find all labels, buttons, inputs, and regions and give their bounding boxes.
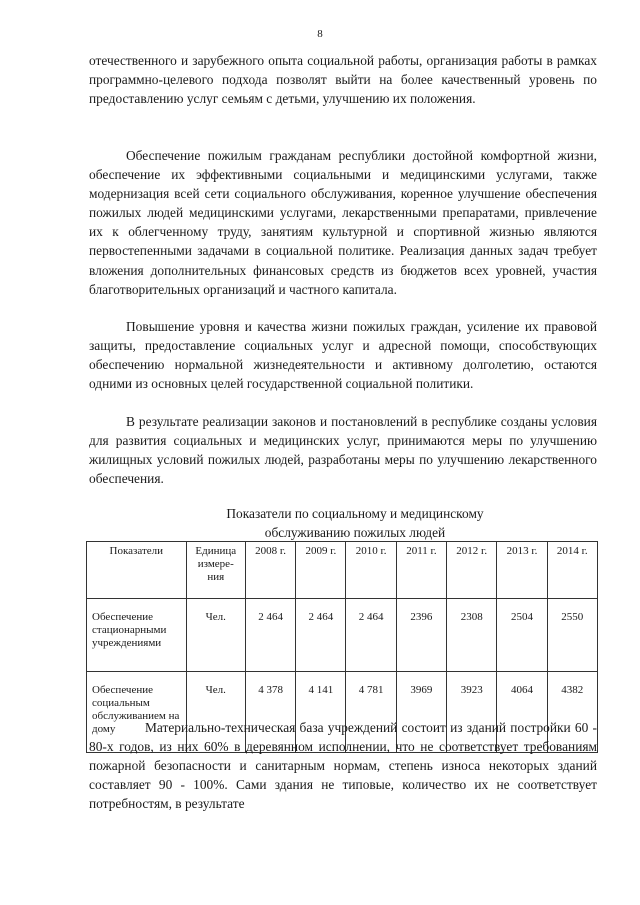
header-year-2013: 2013 г. bbox=[497, 542, 547, 599]
cell-value: 3923 bbox=[447, 672, 497, 753]
table-header-row bbox=[87, 542, 598, 599]
row-unit: Чел. bbox=[186, 672, 245, 753]
paragraph-3: Повышение уровня и качества жизни пожилых граждан, усиление их правовой защиты, предоставление социальных услуг и адресной помощи, способствующих обеспечению нормальной жизнедеятельности и активному долголетию, остаются одними из основных целей государственной социальной политики. bbox=[89, 319, 597, 392]
paragraph-2: Обеспечение пожилым гражданам республики достойной комфортной жизни, обеспечение их эффективными социальными и медицинскими услугами, также модернизация всей сети социального обслуживания, коренное улучшение обеспечения пожилых людей медицинскими услугами, лекарственными препаратами, привлечение их к облегченному труду, занятиям культурной и спортивной жизнью являются первостепенными задачами в социальной политике. Реализация данных задач требует вложения дополнительных финансовых средств из бюджетов всех уровней, участия благотворительных организаций и частного капитала. bbox=[89, 148, 597, 297]
cell-value: 2 464 bbox=[346, 599, 396, 672]
cell-value: 2308 bbox=[447, 599, 497, 672]
header-year-2012: 2012 г. bbox=[447, 542, 497, 599]
cell-value: 3969 bbox=[396, 672, 446, 753]
header-indicators: Показатели bbox=[87, 542, 187, 599]
cell-value: 4382 bbox=[547, 672, 597, 753]
header-year-2009: 2009 г. bbox=[296, 542, 346, 599]
table-caption bbox=[175, 505, 535, 542]
row-unit: Чел. bbox=[186, 599, 245, 672]
cell-value: 4 141 bbox=[296, 672, 346, 753]
cell-value: 2 464 bbox=[245, 599, 295, 672]
page-number: 8 bbox=[317, 28, 323, 40]
cell-value: 2 464 bbox=[296, 599, 346, 672]
cell-value: 4064 bbox=[497, 672, 547, 753]
row-label: Обеспечение социальным обслуживанием на дому bbox=[87, 672, 187, 753]
header-year-2010: 2010 г. bbox=[346, 542, 396, 599]
cell-value: 4 378 bbox=[245, 672, 295, 753]
paragraph-1: отечественного и зарубежного опыта социальной работы, организация работы в рамках программно-целевого подхода позволят выйти на более качественный уровень по предоставлению услуг семьям с детьми, улучшению их положения. bbox=[89, 53, 597, 107]
table-caption-line-1: Показатели по социальному и медицинскому bbox=[226, 506, 484, 521]
cell-value: 2396 bbox=[396, 599, 446, 672]
header-unit: Единица измере-ния bbox=[186, 542, 245, 599]
table-row bbox=[87, 599, 598, 672]
cell-value: 2504 bbox=[497, 599, 547, 672]
row-label: Обеспечение стационарными учреждениями bbox=[87, 599, 187, 672]
paragraph-4: В результате реализации законов и постановлений в республике созданы условия для развития социальных и медицинских услуг, принимаются меры по улучшению жилищных условий пожилых людей, разработаны меры по улучшению лекарственного обеспечения. bbox=[89, 414, 597, 487]
paragraph-5: Материально-техническая база учреждений состоит из зданий постройки 60 - 80-х годов, из них 60% в деревянном исполнении, что не соответствует требованиям пожарной безопасности и санитарным нормам, степень износа некоторых зданий составляет 90 - 100%. Сами здания не типовые, количество их не соответствует потребностям, в результате bbox=[89, 720, 597, 812]
header-year-2011: 2011 г. bbox=[396, 542, 446, 599]
cell-value: 4 781 bbox=[346, 672, 396, 753]
cell-value: 2550 bbox=[547, 599, 597, 672]
header-year-2014: 2014 г. bbox=[547, 542, 597, 599]
table-caption-line-2: обслуживанию пожилых людей bbox=[264, 524, 446, 540]
header-year-2008: 2008 г. bbox=[245, 542, 295, 599]
